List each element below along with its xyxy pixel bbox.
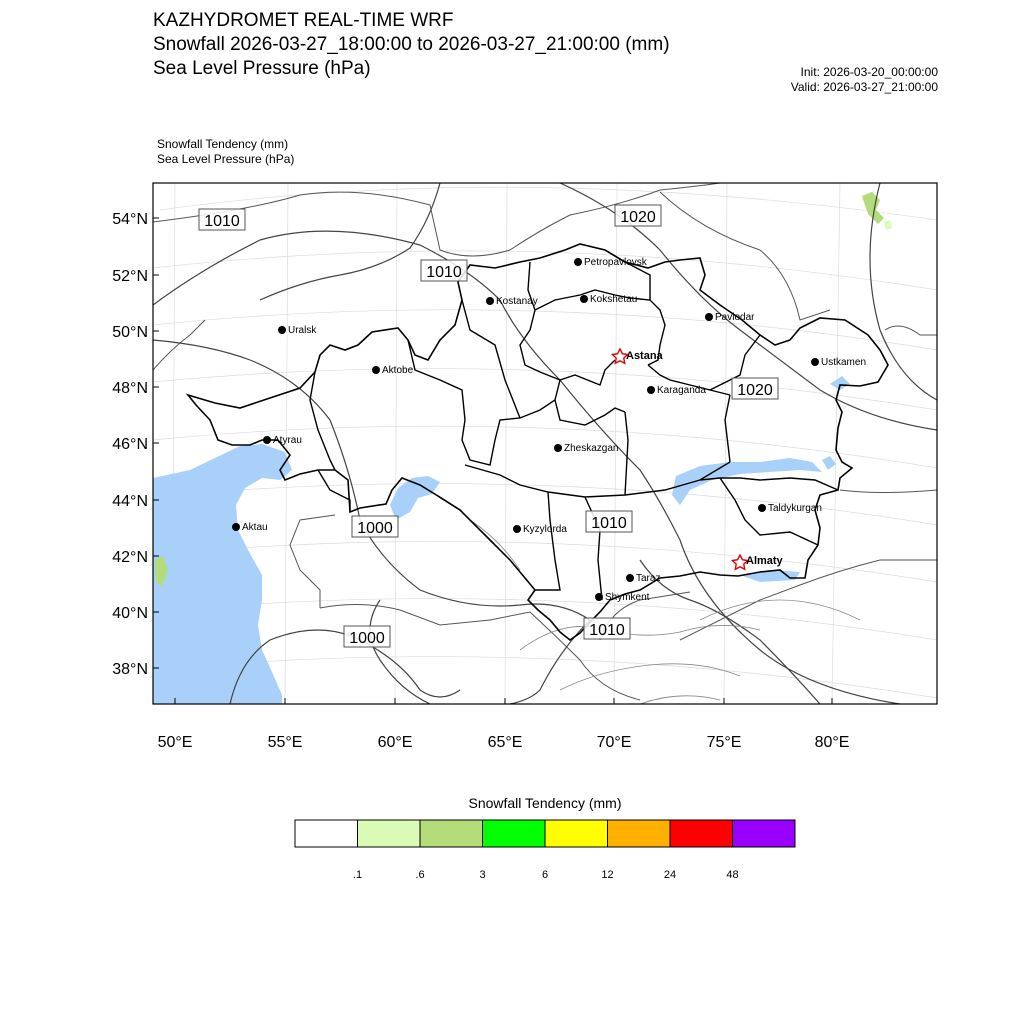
lon-label: 75°E <box>706 734 742 751</box>
isobar-label-box <box>421 260 467 281</box>
city-shymkent <box>595 592 650 603</box>
longitude-labels <box>158 734 850 751</box>
colorbar-label: 3 <box>479 869 486 881</box>
isobar-label-box <box>352 516 398 537</box>
lat-label: 42°N <box>112 549 148 566</box>
isobar-label: 1010 <box>589 622 625 639</box>
colorbar-box <box>733 820 796 847</box>
lat-label: 40°N <box>112 605 148 622</box>
city-label: Kyzylorda <box>523 524 567 535</box>
city-label: Astana <box>626 350 663 362</box>
colorbar-boxes <box>295 820 795 847</box>
city-kokshetau <box>580 294 637 305</box>
city-marker <box>513 525 521 533</box>
colorbar-label: .6 <box>415 869 425 881</box>
latitude-labels <box>112 211 148 678</box>
lat-label: 38°N <box>112 661 148 678</box>
city-marker <box>758 504 766 512</box>
colorbar-label: 48 <box>726 869 739 881</box>
lon-label: 65°E <box>487 734 523 751</box>
lon-label: 55°E <box>267 734 303 751</box>
isobar-label-box <box>615 205 661 226</box>
map-content <box>153 183 937 704</box>
city-label: Taraz <box>636 573 661 584</box>
city-label: Almaty <box>746 555 783 567</box>
city-marker <box>595 593 603 601</box>
city-ustkamen <box>811 357 866 368</box>
plot-subtitle-1: Snowfall Tendency (mm) <box>157 137 289 151</box>
snow-patch-ne-2 <box>884 220 892 230</box>
oblast-borders <box>310 250 838 600</box>
city-label: Taldykurgan <box>768 503 822 514</box>
colorbar-box <box>545 820 608 847</box>
colorbar-box <box>608 820 671 847</box>
city-marker <box>574 258 582 266</box>
city-zheskazgan <box>554 443 618 454</box>
colorbar-box <box>670 820 733 847</box>
isobar-label: 1000 <box>357 520 393 537</box>
isobar-label: 1010 <box>591 515 627 532</box>
city-label: Aktau <box>242 522 268 533</box>
isobar-label: 1020 <box>737 382 773 399</box>
colorbar-box <box>358 820 421 847</box>
cities <box>232 257 866 603</box>
colorbar-box <box>295 820 358 847</box>
lat-label: 52°N <box>112 268 148 285</box>
city-marker <box>486 297 494 305</box>
city-astana <box>612 349 663 363</box>
isobar-label-box <box>586 511 632 532</box>
city-label: Kokshetau <box>590 294 638 305</box>
city-label: Atyrau <box>273 435 302 446</box>
city-taraz <box>626 573 660 584</box>
city-label: Shymkent <box>605 592 650 603</box>
isobar-label-box <box>584 618 630 639</box>
city-label: Pavlodar <box>715 312 755 323</box>
colorbar-label: 24 <box>663 869 677 881</box>
isobar-label-box <box>732 378 778 399</box>
city-marker <box>580 295 588 303</box>
city-label: Uralsk <box>288 325 317 336</box>
alakol-lake <box>822 456 836 470</box>
isobar-label-box <box>344 626 390 647</box>
city-marker <box>554 444 562 452</box>
city-aktobe <box>372 365 414 376</box>
lon-label: 50°E <box>157 734 193 751</box>
lat-label: 54°N <box>112 211 148 228</box>
city-label: Karaganda <box>657 385 706 396</box>
title-line-3: Sea Level Pressure (hPa) <box>153 58 371 79</box>
colorbar-label: .1 <box>352 869 363 881</box>
isobar-label: 1010 <box>426 264 462 281</box>
init-time: Init: 2026-03-20_00:00:00 <box>800 65 938 79</box>
colorbar-title: Snowfall Tendency (mm) <box>468 795 622 811</box>
colorbar-label: 6 <box>541 869 549 881</box>
city-marker <box>232 523 240 531</box>
title-line-1: KAZHYDROMET REAL-TIME WRF <box>153 10 454 31</box>
city-uralsk <box>278 325 317 336</box>
city-taldykurgan <box>758 503 822 514</box>
colorbar-labels <box>353 869 739 881</box>
colorbar-label: 12 <box>601 869 614 881</box>
city-karaganda <box>647 385 706 396</box>
city-almaty <box>732 555 783 569</box>
isobar-label-box <box>199 209 245 230</box>
valid-time: Valid: 2026-03-27_21:00:00 <box>790 80 938 94</box>
isobar-label: 1010 <box>204 213 240 230</box>
lat-label: 44°N <box>112 493 148 510</box>
lon-label: 80°E <box>814 734 850 751</box>
city-label: Petropavlovsk <box>584 257 647 268</box>
lat-label: 46°N <box>112 436 148 453</box>
city-marker <box>372 366 380 374</box>
city-atyrau <box>263 435 302 446</box>
city-marker <box>626 574 634 582</box>
colorbar-box <box>483 820 546 847</box>
city-marker <box>705 313 713 321</box>
title-line-2: Snowfall 2026-03-27_18:00:00 to 2026-03-27_21:00:00 (mm) <box>153 34 670 55</box>
city-kostanay <box>486 296 538 307</box>
city-petropavlovsk <box>574 257 648 268</box>
colorbar-box <box>420 820 483 847</box>
city-label: Ustkamen <box>821 357 867 368</box>
city-marker <box>811 358 819 366</box>
colorbar <box>295 795 795 881</box>
city-kyzylorda <box>513 524 567 535</box>
city-marker <box>263 436 271 444</box>
lat-label: 48°N <box>112 380 148 397</box>
lon-label: 70°E <box>596 734 632 751</box>
city-marker <box>647 386 655 394</box>
isobar-label: 1000 <box>349 630 385 647</box>
water-bodies <box>153 376 850 704</box>
caspian-sea <box>153 444 292 704</box>
city-label: Kostanay <box>496 296 538 307</box>
city-marker <box>278 326 286 334</box>
lon-label: 60°E <box>377 734 413 751</box>
lat-label: 50°N <box>112 324 148 341</box>
isobar-label: 1020 <box>620 209 656 226</box>
city-label: Zheskazgan <box>564 443 619 454</box>
city-label: Aktobe <box>382 365 414 376</box>
plot-subtitle-2: Sea Level Pressure (hPa) <box>157 152 295 166</box>
